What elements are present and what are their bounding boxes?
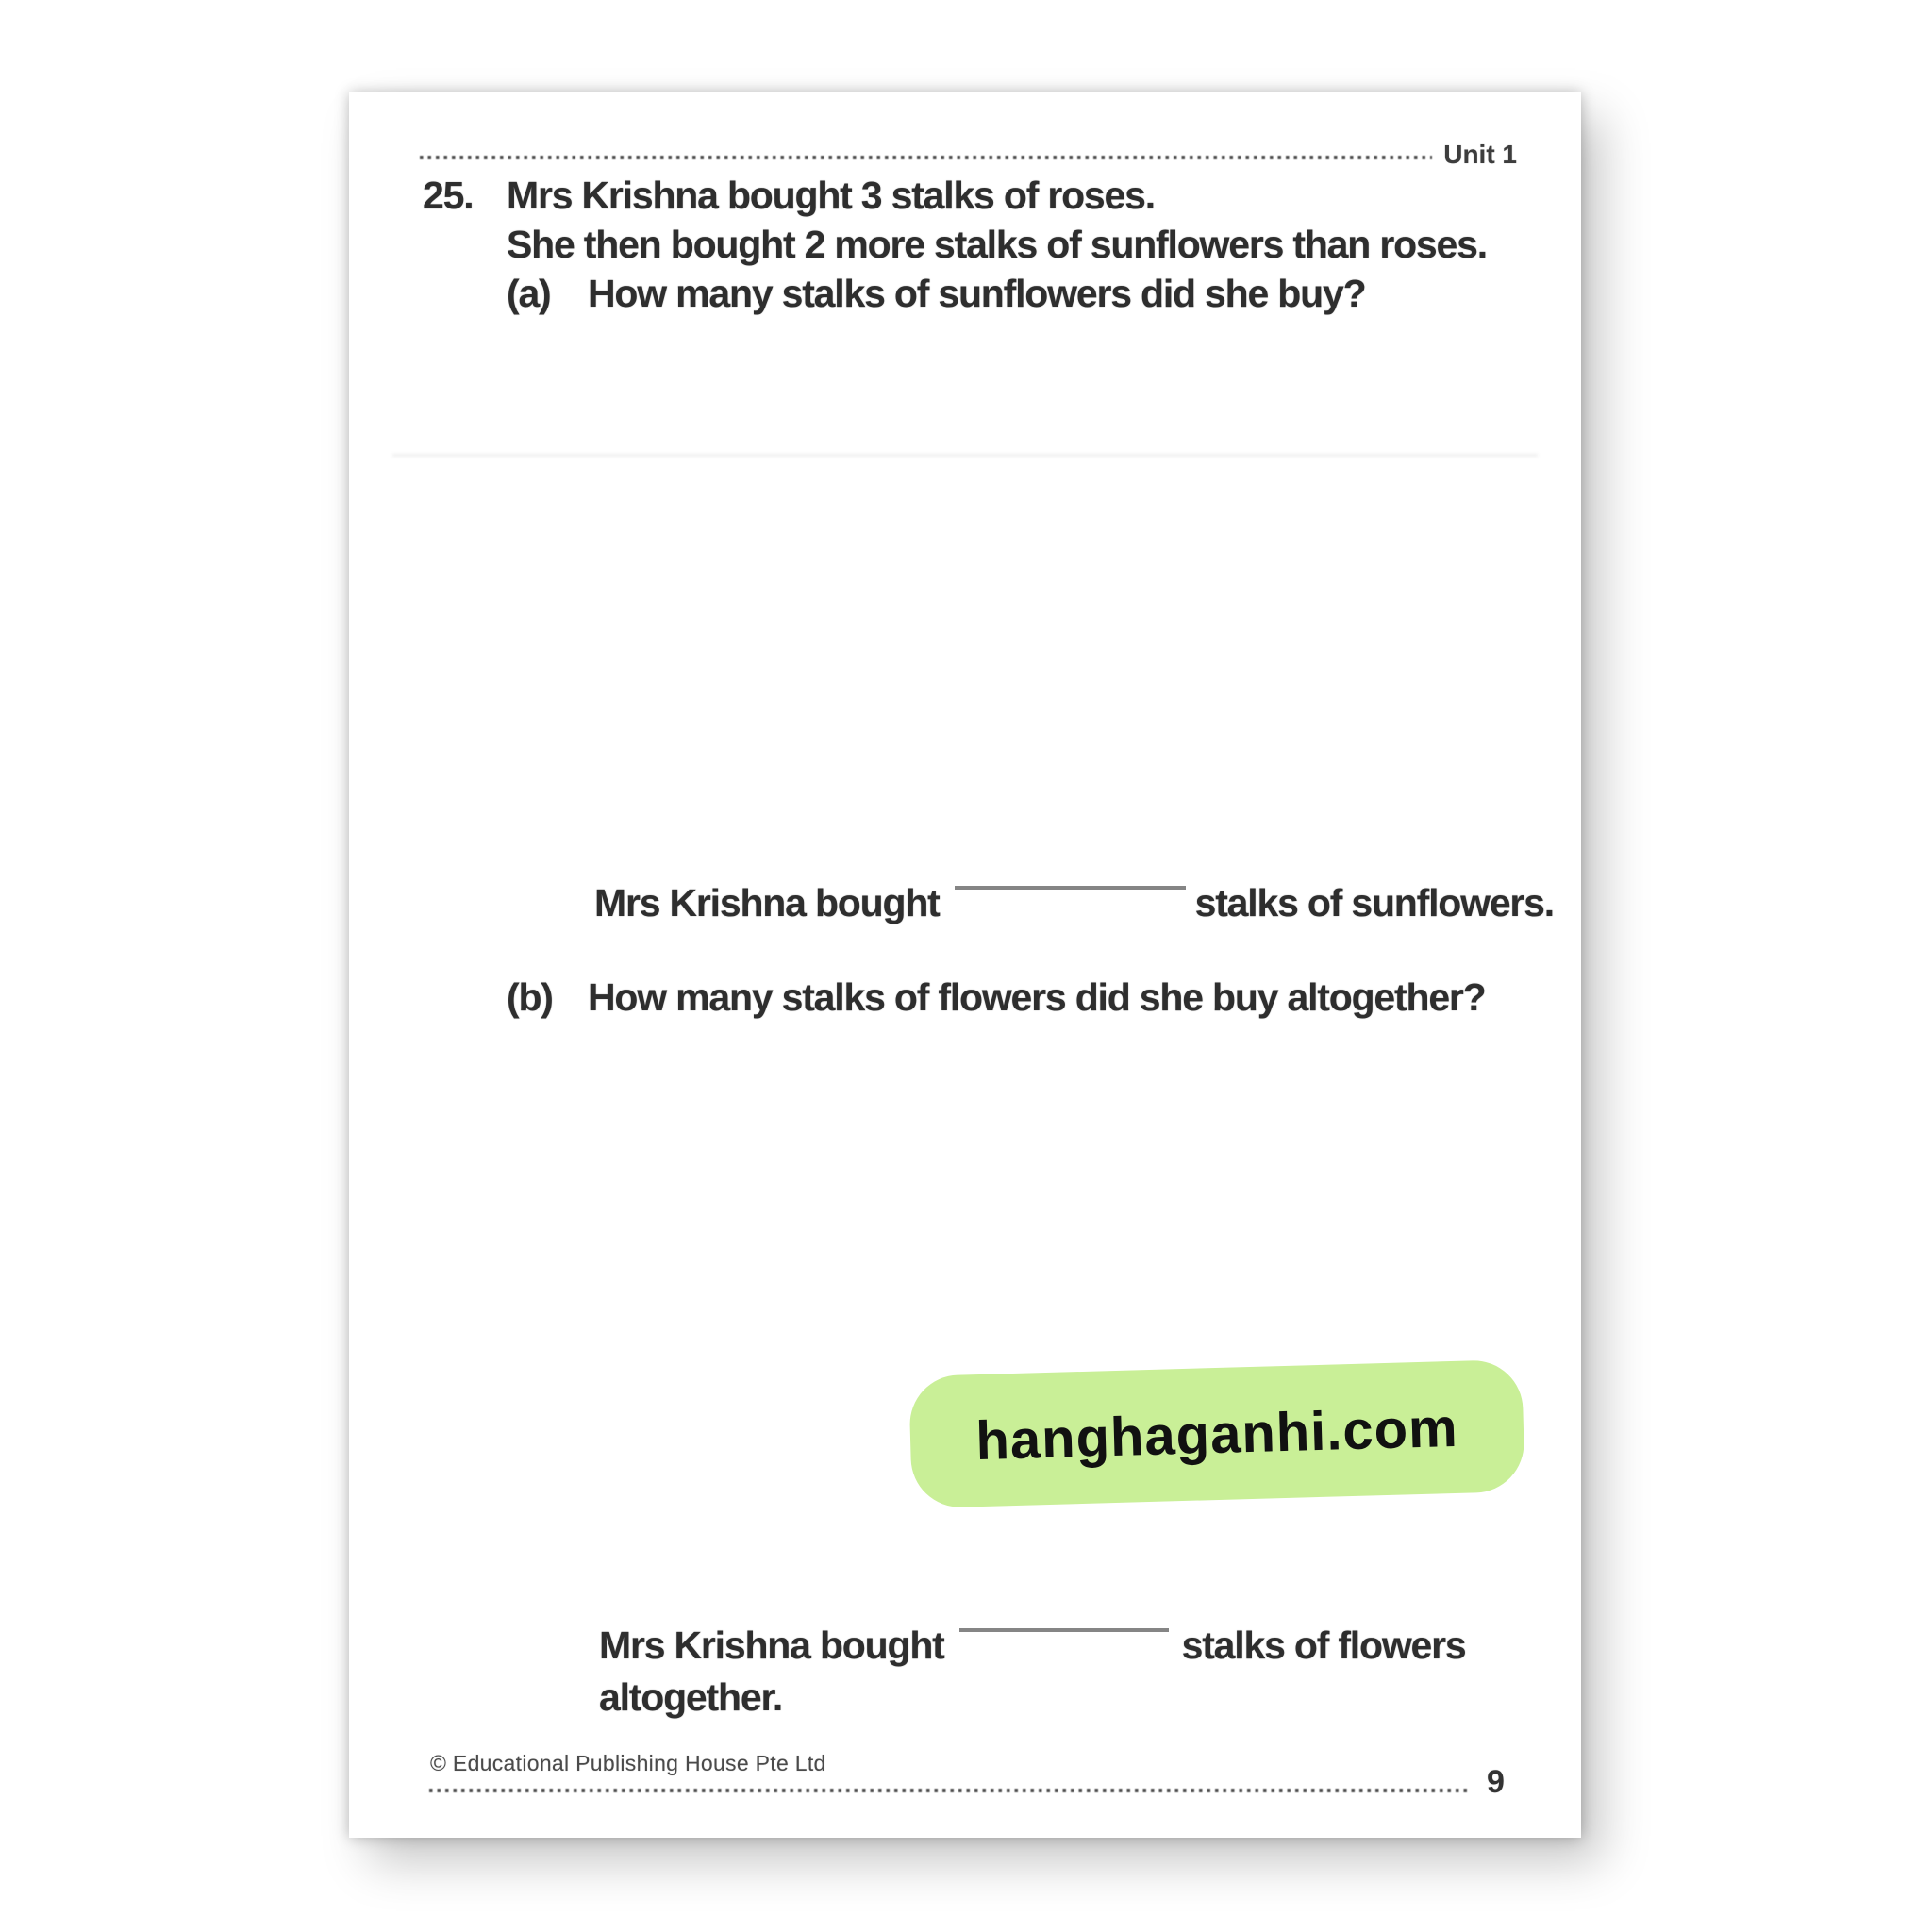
scan-smudge-line [392, 454, 1538, 457]
watermark-text: hanghaganhi.com [974, 1396, 1459, 1472]
watermark-pill [908, 1359, 1525, 1508]
answer-b-row [599, 1623, 1466, 1668]
answer-a-blank-line [955, 886, 1186, 890]
question-number: 25. [423, 174, 474, 217]
question-line-2: She then bought 2 more stalks of sunflowers than roses. [507, 223, 1487, 266]
unit-label: Unit 1 [1443, 140, 1517, 169]
part-b-row [507, 974, 1486, 1020]
part-b-label: (b) [507, 975, 553, 1019]
answer-b-blank-line [959, 1628, 1169, 1632]
part-a-prompt: How many stalks of sunflowers did she buy? [588, 272, 1366, 315]
question-row-1 [423, 173, 1155, 218]
answer-b-continuation: altogether. [599, 1675, 783, 1719]
footer-dotted-line [429, 1789, 1472, 1792]
answer-a-suffix: stalks of sunflowers. [1194, 881, 1554, 924]
answer-a-row [594, 880, 1554, 925]
header-dotted-line [420, 156, 1432, 159]
page-number: 9 [1487, 1764, 1505, 1800]
page-sheet [349, 92, 1581, 1838]
answer-a-prefix: Mrs Krishna bought [594, 881, 940, 924]
header-rule [420, 132, 1517, 170]
question-row-2 [507, 222, 1487, 267]
part-a-label: (a) [507, 272, 551, 315]
answer-b-suffix: stalks of flowers [1181, 1624, 1466, 1667]
answer-b-prefix: Mrs Krishna bought [599, 1624, 944, 1667]
part-a-row [507, 271, 1365, 316]
footer-copyright: © Educational Publishing House Pte Ltd [430, 1751, 826, 1775]
part-b-prompt: How many stalks of flowers did she buy altogether? [588, 975, 1486, 1019]
question-line-1: Mrs Krishna bought 3 stalks of roses. [507, 174, 1155, 217]
answer-b-row-2 [599, 1674, 782, 1720]
